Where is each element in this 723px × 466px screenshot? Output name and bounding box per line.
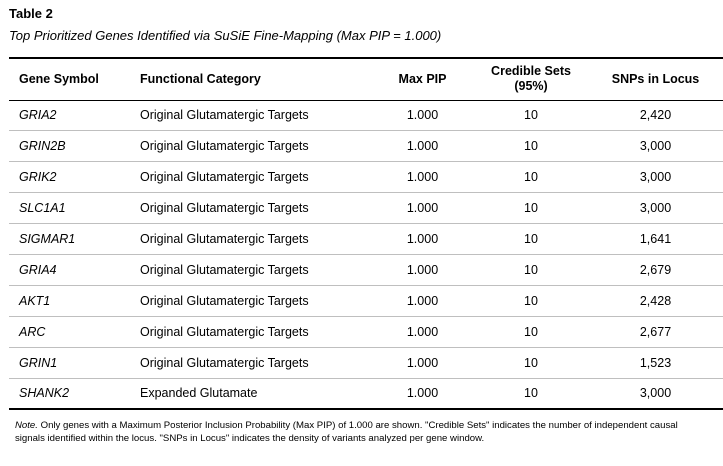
- credible-sets-cell: 10: [524, 386, 538, 401]
- header-credible-sets-line1: Credible Sets: [491, 64, 571, 79]
- functional-category-cell: Original Glutamatergic Targets: [140, 293, 309, 308]
- max-pip-cell: 1.000: [406, 355, 439, 370]
- credible-sets-cell: 10: [524, 262, 538, 277]
- credible-sets-cell: 10: [524, 355, 538, 370]
- table-row: [9, 224, 723, 255]
- gene-symbol-cell: GRIA4: [19, 262, 57, 277]
- header-gene-symbol: Gene Symbol: [19, 71, 99, 86]
- max-pip-cell: 1.000: [406, 386, 439, 401]
- credible-sets-cell: 10: [524, 108, 538, 123]
- snps-in-locus-cell: 2,677: [639, 324, 672, 339]
- table-row: [9, 378, 723, 409]
- table-note: [15, 419, 710, 445]
- table-row: [9, 347, 723, 378]
- functional-category-cell: Original Glutamatergic Targets: [140, 108, 309, 123]
- table-row: [9, 316, 723, 347]
- results-table: [9, 57, 723, 410]
- max-pip-cell: 1.000: [406, 262, 439, 277]
- note-label: Note.: [15, 420, 38, 431]
- functional-category-cell: Original Glutamatergic Targets: [140, 139, 309, 154]
- functional-category-cell: Original Glutamatergic Targets: [140, 232, 309, 246]
- snps-in-locus-cell: 3,000: [639, 139, 672, 154]
- max-pip-cell: 1.000: [406, 293, 439, 308]
- functional-category-cell: Original Glutamatergic Targets: [140, 262, 309, 277]
- credible-sets-cell: 10: [524, 170, 538, 185]
- gene-symbol-cell: SLC1A1: [19, 201, 66, 216]
- gene-symbol-cell: SHANK2: [19, 386, 70, 401]
- max-pip-cell: 1.000: [406, 324, 439, 339]
- credible-sets-cell: 10: [524, 293, 538, 308]
- table-row: [9, 193, 723, 224]
- functional-category-cell: Original Glutamatergic Targets: [140, 201, 309, 216]
- table-header: [9, 58, 723, 100]
- snps-in-locus-cell: 3,000: [639, 386, 672, 401]
- table-row: [9, 131, 723, 162]
- snps-in-locus-cell: 3,000: [639, 170, 672, 185]
- functional-category-cell: Expanded Glutamate: [140, 386, 258, 401]
- header-credible-sets-line2: (95%): [514, 79, 548, 94]
- gene-symbol-cell: AKT1: [19, 293, 51, 308]
- note-text: Only genes with a Maximum Posterior Inclusion Probability (Max PIP) of 1.000 are shown. "Credible Sets" indicates the number of independent causal signals identified within the locus. "SNPs in Locus" indicates the density of variants analyzed per gene window.: [15, 420, 678, 444]
- snps-in-locus-cell: 2,679: [639, 262, 672, 277]
- table-row: [9, 285, 723, 316]
- gene-symbol-cell: SIGMAR1: [19, 232, 76, 246]
- table-row: [9, 162, 723, 193]
- max-pip-cell: 1.000: [406, 232, 439, 246]
- max-pip-cell: 1.000: [406, 201, 439, 216]
- snps-in-locus-cell: 2,420: [639, 108, 672, 123]
- gene-symbol-cell: ARC: [19, 324, 46, 339]
- snps-in-locus-cell: 1,523: [639, 355, 672, 370]
- table-row: [9, 100, 723, 131]
- header-credible-sets: [475, 58, 587, 100]
- header-max-pip: Max PIP: [398, 71, 447, 86]
- snps-in-locus-cell: 3,000: [639, 201, 672, 216]
- table-caption: Top Prioritized Genes Identified via SuSiE Fine-Mapping (Max PIP = 1.000): [9, 28, 442, 43]
- credible-sets-cell: 10: [524, 232, 538, 246]
- gene-symbol-cell: GRIA2: [19, 108, 57, 123]
- credible-sets-cell: 10: [524, 324, 538, 339]
- functional-category-cell: Original Glutamatergic Targets: [140, 324, 309, 339]
- max-pip-cell: 1.000: [406, 170, 439, 185]
- header-row: [9, 58, 723, 100]
- credible-sets-cell: 10: [524, 201, 538, 216]
- table-row: [9, 254, 723, 285]
- snps-in-locus-cell: 2,428: [639, 293, 672, 308]
- max-pip-cell: 1.000: [406, 108, 439, 123]
- gene-symbol-cell: GRIK2: [19, 170, 57, 185]
- gene-symbol-cell: GRIN2B: [19, 139, 66, 154]
- functional-category-cell: Original Glutamatergic Targets: [140, 170, 309, 185]
- table-label: Table 2: [9, 6, 53, 21]
- header-functional-category: Functional Category: [140, 71, 261, 86]
- gene-symbol-cell: GRIN1: [19, 355, 58, 370]
- functional-category-cell: Original Glutamatergic Targets: [140, 355, 309, 370]
- table-body: [9, 100, 723, 409]
- max-pip-cell: 1.000: [406, 139, 439, 154]
- header-snps-in-locus: SNPs in Locus: [611, 71, 700, 86]
- credible-sets-cell: 10: [524, 139, 538, 154]
- snps-in-locus-cell: 1,641: [639, 232, 672, 246]
